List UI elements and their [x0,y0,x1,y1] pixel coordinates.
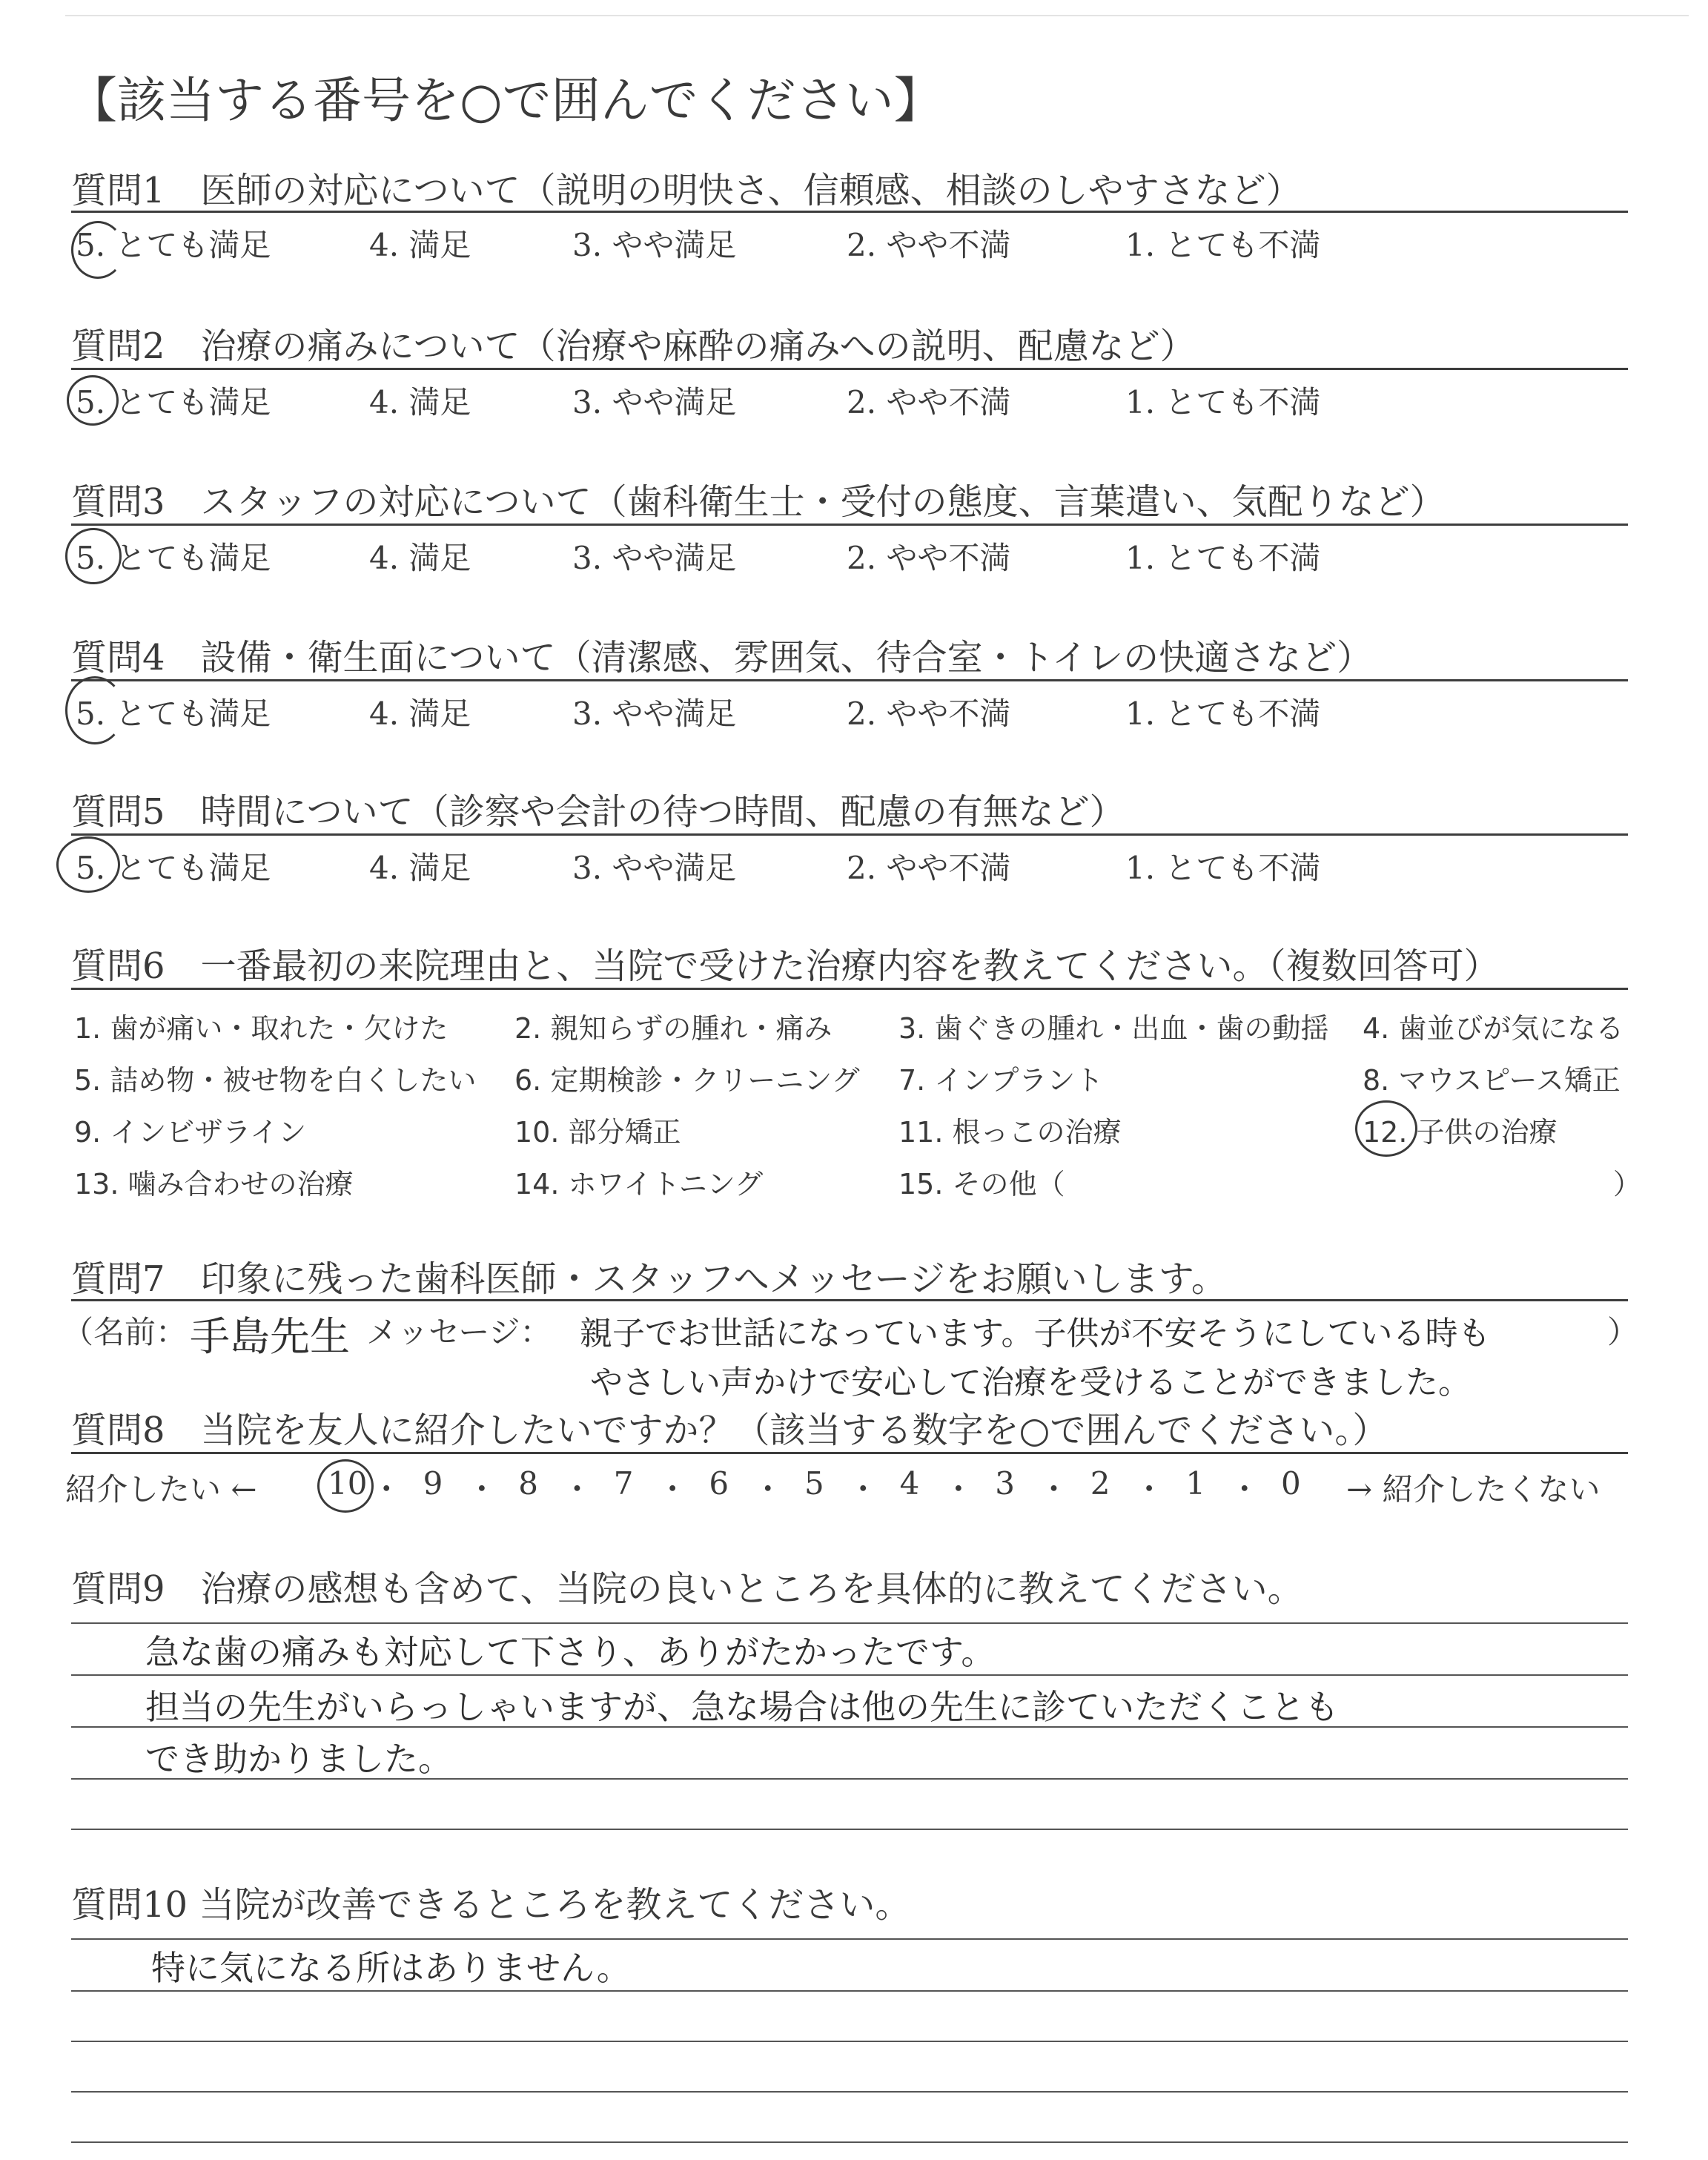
q5-option-2[interactable]: 2. やや不満 [847,850,1011,886]
q9-answer-line1[interactable]: 急な歯の痛みも対応して下さり、ありがたかったです。 [145,1632,996,1672]
q5-selection-circle [56,836,120,893]
q1-option-4[interactable]: 4. 満足 [369,227,471,263]
q7-name-handwritten[interactable]: 手島先生 [190,1313,350,1360]
q3-title: 質問3 スタッフの対応について（歯科衛生士・受付の態度、言葉遣い、気配りなど） [71,481,1446,523]
q4-option-1[interactable]: 1. とても不満 [1125,696,1321,732]
q8-separator: ・ [466,1471,497,1507]
q2-selection-circle [67,375,119,426]
q4-option-2[interactable]: 2. やや不満 [847,696,1011,732]
q8-separator: ・ [561,1471,593,1507]
q7-message-line2[interactable]: やさしい声かけで安心して治療を受けることができました。 [590,1364,1471,1401]
q10-title: 質問10 当院が改善できるところを教えてください。 [71,1884,911,1926]
q5-title: 質問5 時間について（診察や会計の待つ時間、配慮の有無など） [71,791,1125,833]
q3-selection-circle [65,528,122,584]
q8-scale-7[interactable]: 7 [613,1465,634,1502]
q8-scale-6[interactable]: 6 [709,1465,729,1502]
q6-selection-circle [1355,1100,1417,1157]
q8-right-label: → 紹介したくない [1346,1471,1601,1507]
q8-separator: ・ [1133,1471,1165,1507]
q8-rule [71,1452,1628,1454]
q8-scale-1[interactable]: 1 [1185,1465,1206,1502]
q6-option-14[interactable]: 14. ホワイトニング [514,1168,764,1200]
q5-option-4[interactable]: 4. 満足 [369,850,471,886]
q8-separator: ・ [657,1471,689,1507]
q9-answer-line2[interactable]: 担当の先生がいらっしゃいますが、急な場合は他の先生に診ていただくことも [145,1687,1339,1727]
q4-option-5[interactable]: 5. とても満足 [76,696,271,732]
q1-selection-circle [71,221,125,279]
q6-option-4[interactable]: 4. 歯並びが気になる [1363,1012,1624,1045]
q8-separator: ・ [942,1471,974,1507]
q7-rule [71,1299,1628,1301]
q6-option-15-close: ） [1613,1168,1642,1200]
q6-option-11[interactable]: 11. 根っこの治療 [898,1116,1122,1149]
q2-option-2[interactable]: 2. やや不満 [847,384,1011,420]
q9-answer-line3[interactable]: でき助かりました。 [145,1739,452,1779]
q7-message-label: メッセージ： [366,1314,552,1350]
q3-option-2[interactable]: 2. やや不満 [847,540,1011,576]
q2-title: 質問2 治療の痛みについて（治療や麻酔の痛みへの説明、配慮など） [71,326,1196,367]
q6-option-10[interactable]: 10. 部分矯正 [514,1116,681,1149]
q10-answer-line1[interactable]: 特に気になる所はありません。 [151,1948,631,1988]
q5-option-3[interactable]: 3. やや満足 [572,850,737,886]
q8-selection-circle [317,1459,374,1513]
q3-rule [71,524,1628,526]
q8-separator: ・ [752,1471,784,1507]
q8-scale-10[interactable]: 10 [328,1465,368,1502]
q9-line-5 [71,1829,1628,1830]
q8-scale-9[interactable]: 9 [423,1465,443,1502]
q8-scale-4[interactable]: 4 [899,1465,920,1502]
q4-selection-circle [65,676,125,744]
q6-option-15[interactable]: 15. その他（ [898,1168,1065,1200]
q6-option-6[interactable]: 6. 定期検診・クリーニング [514,1064,860,1097]
q1-option-2[interactable]: 2. やや不満 [847,227,1011,263]
q10-line-5 [71,2141,1628,2143]
q2-option-4[interactable]: 4. 満足 [369,384,471,420]
q8-scale-5[interactable]: 5 [804,1465,824,1502]
q4-option-3[interactable]: 3. やや満足 [572,696,737,732]
q9-line-2 [71,1674,1628,1676]
form-instruction: 【該当する番号を○で囲んでください】 [68,72,943,129]
q8-separator: ・ [847,1471,879,1507]
q7-title: 質問7 印象に残った歯科医師・スタッフへメッセージをお願いします。 [71,1258,1227,1300]
q2-rule [71,368,1628,370]
q8-scale-3[interactable]: 3 [995,1465,1015,1502]
q6-option-2[interactable]: 2. 親知らずの腫れ・痛み [514,1012,833,1045]
q3-option-5[interactable]: 5. とても満足 [76,540,271,576]
q4-option-4[interactable]: 4. 満足 [369,696,471,732]
q3-option-1[interactable]: 1. とても不満 [1125,540,1321,576]
q8-left-label: 紹介したい ← [65,1471,257,1507]
q1-rule [71,211,1628,213]
q7-name-label: （名前： [62,1314,188,1350]
q6-option-8[interactable]: 8. マウスピース矯正 [1363,1064,1621,1097]
q8-separator: ・ [371,1471,403,1507]
q10-line-4 [71,2091,1628,2093]
q6-rule [71,988,1628,990]
q1-option-1[interactable]: 1. とても不満 [1125,227,1321,263]
q3-option-3[interactable]: 3. やや満足 [572,540,737,576]
q3-option-4[interactable]: 4. 満足 [369,540,471,576]
q7-message-line1[interactable]: 親子でお世話になっています。子供が不安そうにしている時も [580,1315,1491,1353]
q8-separator: ・ [1038,1471,1070,1507]
q8-scale-0[interactable]: 0 [1281,1465,1301,1502]
q4-title: 質問4 設備・衛生面について（清潔感、雰囲気、待合室・トイレの快適さなど） [71,637,1373,678]
q9-title: 質問9 治療の感想も含めて、当院の良いところを具体的に教えてください。 [71,1568,1303,1610]
q6-option-9[interactable]: 9. インビザライン [74,1116,307,1149]
q1-option-3[interactable]: 3. やや満足 [572,227,737,263]
top-edge-line [65,15,1689,16]
q8-separator: ・ [1228,1471,1260,1507]
q6-title: 質問6 一番最初の来院理由と、当院で受けた治療内容を教えてください。（複数回答可） [71,945,1500,987]
q6-option-5[interactable]: 5. 詰め物・被せ物を白くしたい [74,1064,477,1097]
q6-option-3[interactable]: 3. 歯ぐきの腫れ・出血・歯の動揺 [898,1012,1329,1045]
q10-line-1 [71,1938,1628,1940]
q7-close-paren: ） [1607,1314,1639,1350]
q1-option-5[interactable]: 5. とても満足 [76,227,271,263]
q10-line-3 [71,2041,1628,2042]
q5-option-5[interactable]: 5. とても満足 [76,850,271,886]
q6-option-7[interactable]: 7. インプラント [898,1064,1104,1097]
q6-option-1[interactable]: 1. 歯が痛い・取れた・欠けた [74,1012,448,1045]
q6-option-12[interactable]: 12. 子供の治療 [1363,1116,1558,1149]
q8-scale-8[interactable]: 8 [518,1465,538,1502]
q5-rule [71,833,1628,836]
q1-title: 質問1 医師の対応について（説明の明快さ、信頼感、相談のしやすさなど） [71,170,1302,211]
q5-option-1[interactable]: 1. とても不満 [1125,850,1321,886]
q9-line-1 [71,1622,1628,1624]
q2-option-5[interactable]: 5. とても満足 [76,384,271,420]
q6-option-13[interactable]: 13. 噛み合わせの治療 [74,1168,354,1200]
q10-line-2 [71,1990,1628,1992]
q8-title: 質問8 当院を友人に紹介したいですか？（該当する数字を○で囲んでください。） [71,1410,1388,1451]
q4-rule [71,679,1628,681]
q8-scale-2[interactable]: 2 [1090,1465,1110,1502]
q2-option-1[interactable]: 1. とても不満 [1125,384,1321,420]
q2-option-3[interactable]: 3. やや満足 [572,384,737,420]
